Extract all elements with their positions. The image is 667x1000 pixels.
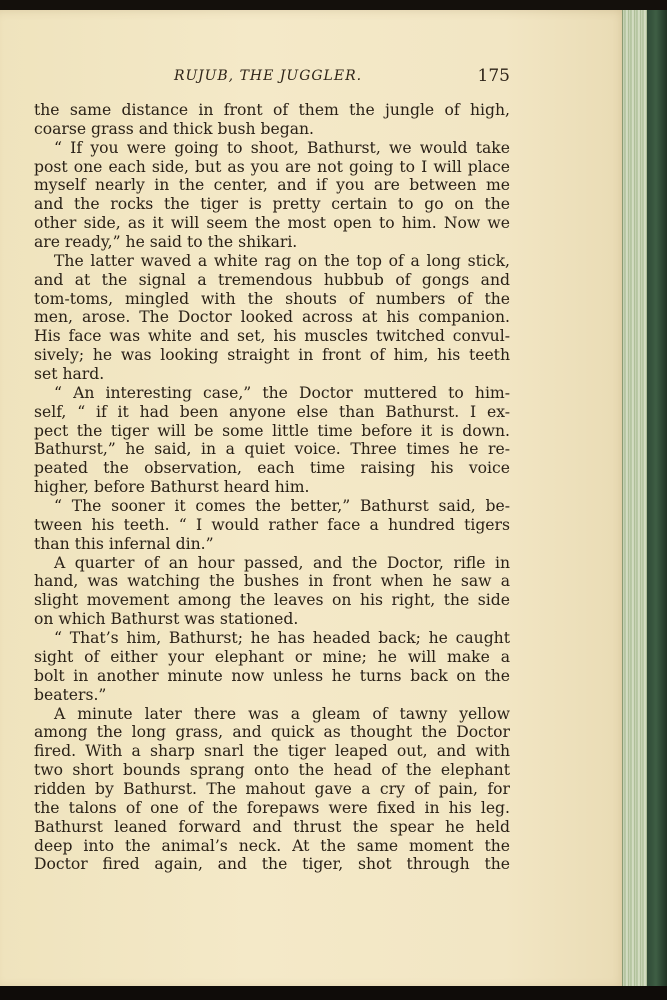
text-line: slight movement among the leaves on his right, the side xyxy=(34,591,510,610)
text-line: beaters.” xyxy=(34,685,107,704)
text-line: “ That’s him, Bathurst; he has headed back; he caught xyxy=(54,629,510,648)
text-line: are ready,” he said to the shikari. xyxy=(34,233,298,252)
text-line: “ The sooner it comes the better,” Bathurst said, be- xyxy=(54,497,510,516)
book-cover-edge xyxy=(647,10,667,988)
body-text xyxy=(34,101,510,874)
page-header xyxy=(34,66,510,90)
text-line: set hard. xyxy=(34,365,105,384)
text-line: men, arose. The Doctor looked across at his companion. xyxy=(34,308,510,327)
text-line: than this infernal din.” xyxy=(34,534,214,553)
text-line: on which Bathurst was stationed. xyxy=(34,610,299,629)
text-line: hand, was watching the bushes in front when he saw a xyxy=(34,572,510,591)
text-line: ridden by Bathurst. The mahout gave a cry of pain, for xyxy=(34,779,510,798)
text-line: tom-toms, mingled with the shouts of numbers of the xyxy=(34,289,510,308)
text-line: coarse grass and thick bush began. xyxy=(34,119,314,138)
text-line: peated the observation, each time raising his voice xyxy=(34,459,510,478)
text-line: post one each side, but as you are not going to I will place xyxy=(34,157,510,176)
text-line: sively; he was looking straight in front of him, his teeth xyxy=(34,346,510,365)
text-line: bolt in another minute now unless he turns back on the xyxy=(34,666,510,685)
page-number: 175 xyxy=(477,66,510,86)
text-line: and the rocks the tiger is pretty certain to go on the xyxy=(34,195,510,214)
text-line: deep into the animal’s neck. At the same moment the xyxy=(34,836,510,855)
text-line: pect the tiger will be some little time before it is down. xyxy=(34,421,510,440)
text-line: self, “ if it had been anyone else than Bathurst. I ex- xyxy=(34,402,510,421)
text-line: Bathurst,” he said, in a quiet voice. Three times he re- xyxy=(34,440,510,459)
page-stack-edge xyxy=(622,10,649,988)
text-line: The latter waved a white rag on the top of a long stick, xyxy=(54,251,510,270)
text-line: sight of either your elephant or mine; he will make a xyxy=(34,647,510,666)
text-line: His face was white and set, his muscles twitched convul- xyxy=(34,327,510,346)
running-head: RUJUB, THE JUGGLER. xyxy=(174,68,363,84)
text-line: the same distance in front of them the jungle of high, xyxy=(34,101,510,119)
text-line: “ If you were going to shoot, Bathurst, we would take xyxy=(54,138,510,157)
text-line: the talons of one of the forepaws were fixed in his leg. xyxy=(34,798,510,817)
text-line: and at the signal a tremendous hubbub of gongs and xyxy=(34,270,510,289)
text-line: Bathurst leaned forward and thrust the spear he held xyxy=(34,817,510,836)
text-line: higher, before Bathurst heard him. xyxy=(34,478,310,497)
text-line: among the long grass, and quick as thought the Doctor xyxy=(34,723,510,742)
text-line: two short bounds sprang onto the head of the elephant xyxy=(34,761,510,780)
text-line: A quarter of an hour passed, and the Doctor, rifle in xyxy=(54,553,510,572)
text-line: “ An interesting case,” the Doctor muttered to him- xyxy=(54,383,510,402)
text-line: tween his teeth. “ I would rather face a hundred tigers xyxy=(34,515,510,534)
text-line: other side, as it will seem the most open to him. Now we xyxy=(34,214,510,233)
scan-bottom-edge xyxy=(0,986,667,1000)
text-line: A minute later there was a gleam of tawny yellow xyxy=(54,704,510,723)
text-line: fired. With a sharp snarl the tiger leaped out, and with xyxy=(34,742,510,761)
text-line: Doctor fired again, and the tiger, shot through the xyxy=(34,855,510,874)
text-line: myself nearly in the center, and if you are between me xyxy=(34,176,510,195)
